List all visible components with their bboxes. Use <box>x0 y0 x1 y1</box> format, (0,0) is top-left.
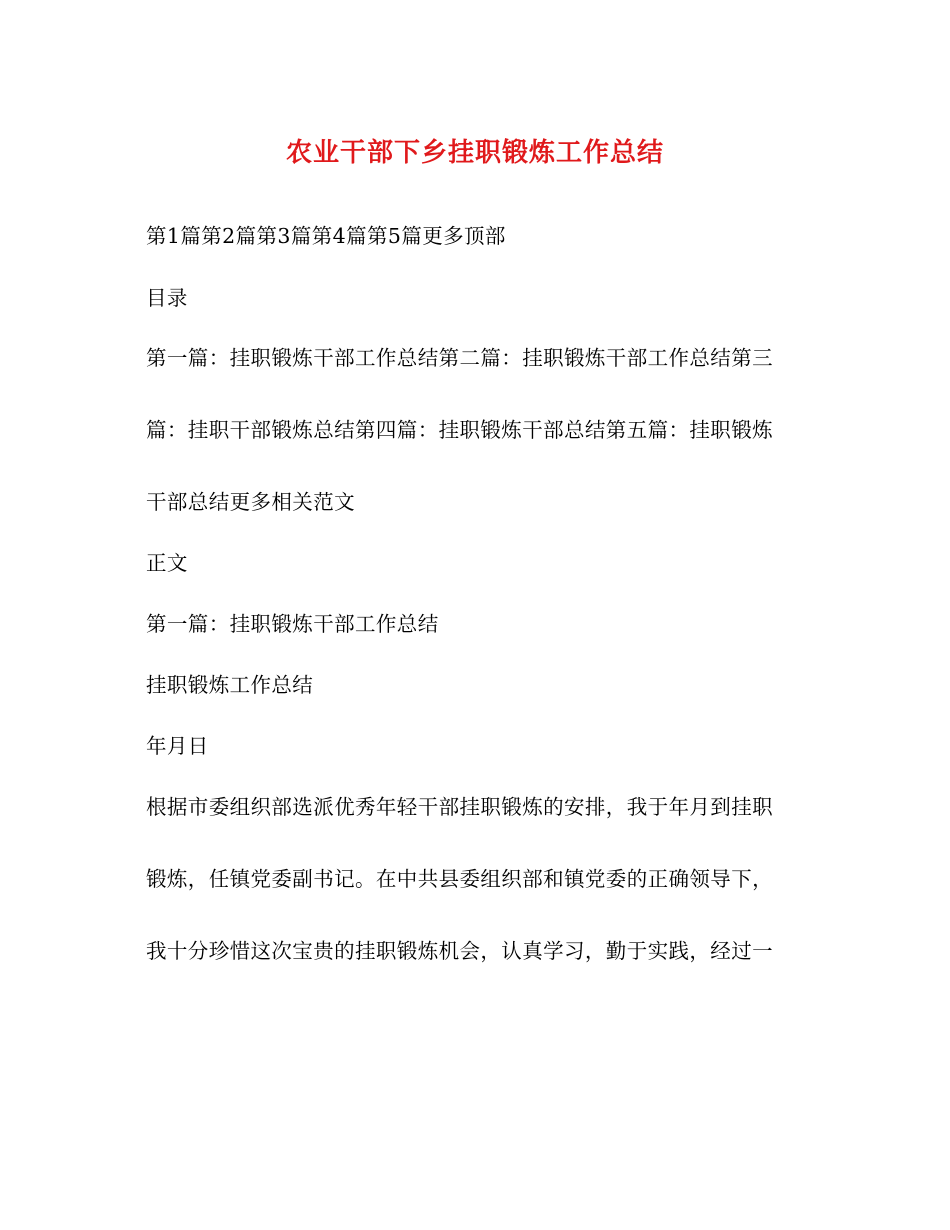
paragraph-line-3: 我十分珍惜这次宝贵的挂职锻炼机会，认真学习，勤于实践，经过一 <box>146 939 773 963</box>
toc-line-3: 干部总结更多相关范文 <box>146 490 355 514</box>
document-title: 农业干部下乡挂职锻炼工作总结 <box>285 138 664 168</box>
section-subtitle: 挂职锻炼工作总结 <box>146 673 314 697</box>
section-heading: 第一篇：挂职锻炼干部工作总结 <box>146 612 439 636</box>
body-heading: 正文 <box>146 551 188 575</box>
toc-line-2: 篇：挂职干部锻炼总结第四篇：挂职锻炼干部总结第五篇：挂职锻炼 <box>146 418 773 442</box>
date-line: 年月日 <box>146 734 209 758</box>
toc-heading: 目录 <box>146 286 188 310</box>
toc-line-1: 第一篇：挂职锻炼干部工作总结第二篇：挂职锻炼干部工作总结第三 <box>146 346 773 370</box>
article-nav-line: 第1篇第2篇第3篇第4篇第5篇更多顶部 <box>146 224 506 248</box>
paragraph-line-2: 锻炼，任镇党委副书记。在中共县委组织部和镇党委的正确领导下， <box>146 867 773 891</box>
paragraph-line-1: 根据市委组织部选派优秀年轻干部挂职锻炼的安排，我于年月到挂职 <box>146 795 773 819</box>
